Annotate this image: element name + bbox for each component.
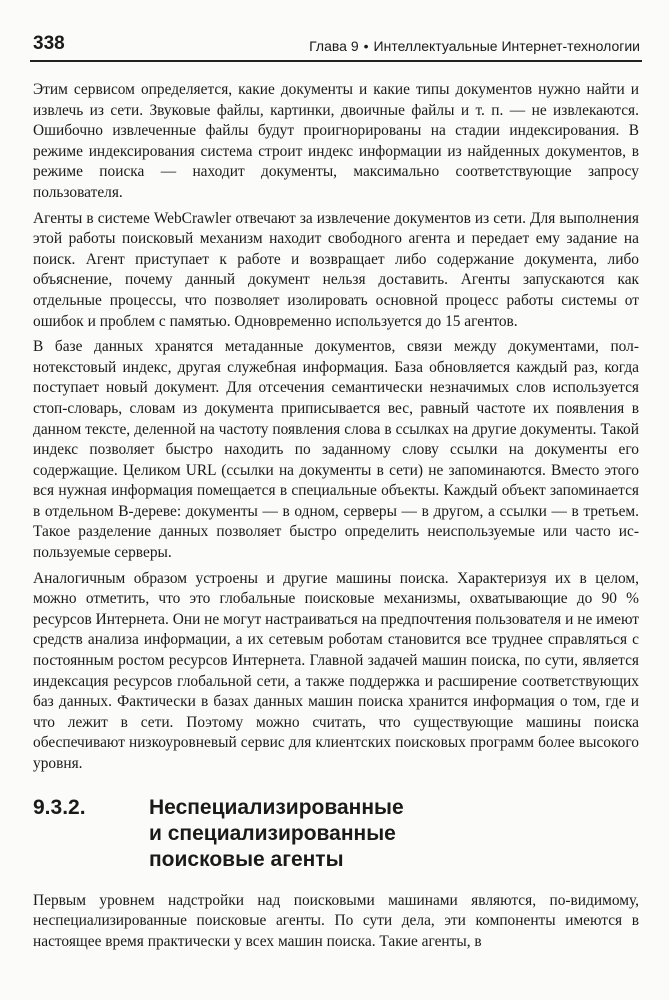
paragraph: Аналогичным образом устроены и другие машины поиска. Характеризуя их в целом, можно отметить, что это глобальные поисковые механизмы, охватывающие до 90 % ресурсов Интернета. Они не могут настраиваться на предпочтения пользователя и не имеют средств анализа информации, а их сетевым роботам становится все труднее справляться с постоянным ростом ресурсов Интернета. Главной задачей машин поиска, по сути, является индексация ресурсов глобальной сети, а также поддержка и расширение соответствующих баз данных. Фактически в базах данных машин поиска хранится информация о том, где и что лежит в сети. Поэтому можно считать, что существующие машины поиска обеспечивают низкоуровневый сервис для клиентских поисковых программ более высокого уровня. <box>33 569 639 772</box>
section-title-line: Неспециализированные <box>149 795 404 819</box>
running-title <box>309 38 640 54</box>
paragraph: Агенты в системе WebCrawler отвечают за извлечение документов из сети. Для выполнения этой работы поисковый механизм находит свободного агента и передает ему задание на поиск. Агент приступает к работе и возвращает либо содержание документа, либо объяснение, почему данный документ нельзя доставить. Агенты запускаются как отдельные процессы, что позволяет изолировать основной процесс работы системы от ошибок и проблем с памятью. Одновременно используется до 15 агентов. <box>33 209 639 330</box>
paragraph: Этим сервисом определяется, какие документы и какие типы документов нужно найти и извлечь из сети. Звуковые файлы, картинки, двоичные файлы и т. п. — не извлекаются. Ошибочно извлеченные файлы будут проигнорированы на стадии индексирования. В режиме индексирования система строит индекс информации из найденных документов, в режиме поиска — находит документы, максимально соответствующие запросу пользователя. <box>33 81 639 201</box>
running-header <box>30 30 642 62</box>
chapter-label: Глава 9 <box>309 38 359 54</box>
section-title-line: поисковые агенты <box>149 847 344 871</box>
paragraph: Первым уровнем надстройки над поисковыми машинами являются, по-видимому, неспециализированные поисковые агенты. По сути дела, эти компоненты имеются в настоящее время практически у всех машин поиска. Такие агенты, в <box>33 891 639 950</box>
paragraph: В базе данных хранятся метаданные документов, связи между документами, полнотекстовый индекс, другая служебная информация. База обновляется каждый раз, когда поступает новый документ. Для отсечения семантически незначимых слов используется стоп-словарь, словам из документа приписывается вес, равный частоте их появления в данном тексте, деленной на частоту появления слова в ссылках на другие документы. Такой индекс позволяет быстро находить по заданному слову ссылки на документы его содержащие. Целиком URL (ссылки на документы в сети) не запоминаются. Вместо этого вся нужная информация помещается в специальные объекты. Каждый объект запоминается в отдельном В-дереве: документы — в одном, серверы — в другом, а ссылки — в третьем. Такое разделение данных позволяет быстро определить неиспользуемые или часто используемые серверы. <box>33 338 639 562</box>
page-number: 338 <box>33 33 65 54</box>
section-title <box>149 795 404 873</box>
page-body <box>33 80 639 957</box>
section-heading <box>33 795 639 873</box>
section-title-line: и специализированные <box>149 821 396 845</box>
bullet-separator: • <box>363 38 369 54</box>
section-number: 9.3.2. <box>33 795 86 819</box>
chapter-title: Интеллектуальные Интернет-технологии <box>373 38 640 54</box>
